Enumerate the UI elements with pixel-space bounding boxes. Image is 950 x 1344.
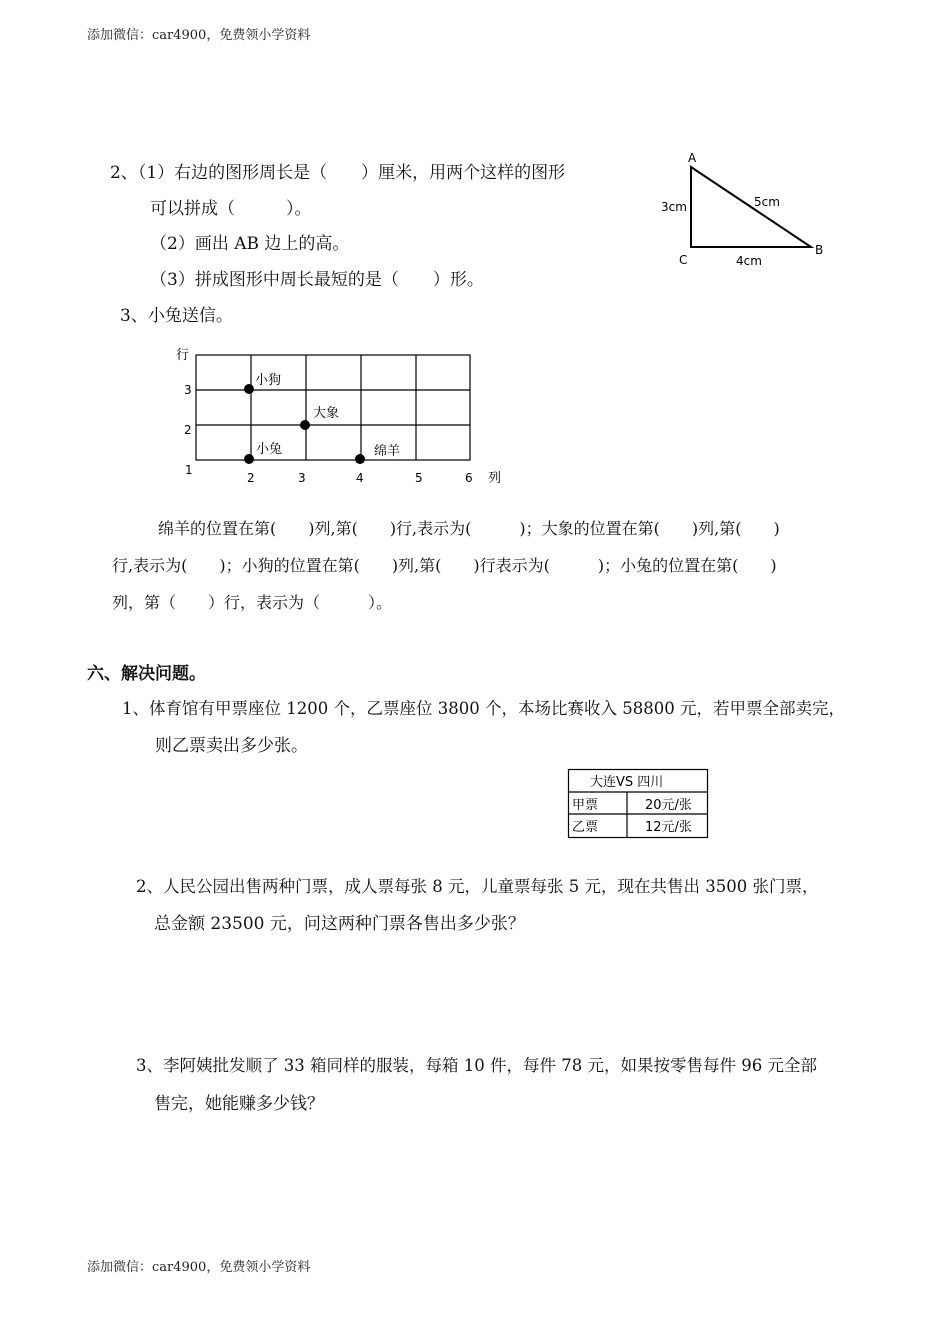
row-tick-2: 2 xyxy=(184,423,192,437)
row-axis-label: 行 xyxy=(176,348,190,363)
problem-3-line-1: 3、李阿姨批发顺了 33 箱同样的服装，每箱 10 件，每件 78 元，如果按零售每件 96 元全部 xyxy=(136,1056,817,1075)
side-cb-label: 4cm xyxy=(736,254,762,268)
position-grid xyxy=(170,340,520,490)
elephant-point xyxy=(300,420,310,430)
row-tick-3: 3 xyxy=(184,383,192,397)
right-triangle-figure xyxy=(650,145,840,275)
ticket-price-table xyxy=(567,768,712,842)
table-header: 大连VS 四川 xyxy=(590,775,664,790)
ticket-a-name: 甲票 xyxy=(572,798,599,813)
col-tick-2: 2 xyxy=(247,471,255,485)
col-axis-label: 列 xyxy=(488,471,502,486)
ticket-b-name: 乙票 xyxy=(572,820,599,835)
problem-1-line-1: 1、体育馆有甲票座位 1200 个，乙票座位 3800 个，本场比赛收入 58800 元，若甲票全部卖完， xyxy=(122,699,845,718)
side-ab-label: 5cm xyxy=(754,195,780,209)
ticket-b-price: 12元/张 xyxy=(645,820,692,835)
triangle-shape xyxy=(691,167,811,247)
q3-paragraph-line-2: 行,表示为( )；小狗的位置在第( )列,第( )行表示为( )；小兔的位置在第( ) xyxy=(112,556,777,575)
q2-line-4: （3）拼成图形中周长最短的是（ ）形。 xyxy=(150,270,484,290)
q3-paragraph-line-3: 列，第（ ）行，表示为（ ）。 xyxy=(112,593,393,612)
q3-title: 3、小兔送信。 xyxy=(120,306,233,326)
vertex-c-label: C xyxy=(679,253,688,267)
q2-line-1: 2、（1）右边的图形周长是（ ）厘米，用两个这样的图形 xyxy=(110,163,566,183)
problem-3-line-2: 售完，她能赚多少钱？ xyxy=(154,1094,324,1114)
col-tick-3: 3 xyxy=(298,471,306,485)
problem-2-line-1: 2、人民公园出售两种门票，成人票每张 8 元，儿童票每张 5 元，现在共售出 3500 张门票， xyxy=(136,877,819,896)
row-tick-1: 1 xyxy=(185,463,193,477)
page-footer: 添加微信：car4900，免费领小学资料 xyxy=(87,1260,311,1275)
dog-label: 小狗 xyxy=(255,373,282,388)
vertex-a-label: A xyxy=(688,151,697,165)
rabbit-label: 小兔 xyxy=(256,442,283,457)
dog-point xyxy=(244,384,254,394)
q3-paragraph-line-1: 绵羊的位置在第( )列,第( )行,表示为( )；大象的位置在第( )列,第( ) xyxy=(158,519,780,538)
col-tick-5: 5 xyxy=(415,471,423,485)
vertex-b-label: B xyxy=(815,243,824,257)
q2-line-2: 可以拼成（ ）。 xyxy=(150,199,312,219)
page-header: 添加微信：car4900，免费领小学资料 xyxy=(87,28,311,43)
side-ac-label: 3cm xyxy=(661,200,687,214)
col-tick-4: 4 xyxy=(356,471,364,485)
rabbit-point xyxy=(244,454,254,464)
q2-line-3: （2）画出 AB 边上的高。 xyxy=(150,234,350,254)
section-6-title: 六、解决问题。 xyxy=(87,664,206,684)
elephant-label: 大象 xyxy=(313,406,340,421)
sheep-point xyxy=(355,454,365,464)
ticket-a-price: 20元/张 xyxy=(645,798,692,813)
col-tick-6: 6 xyxy=(465,471,473,485)
problem-1-line-2: 则乙票卖出多少张。 xyxy=(155,736,308,756)
sheep-label: 绵羊 xyxy=(374,444,401,459)
problem-2-line-2: 总金额 23500 元，问这两种门票各售出多少张？ xyxy=(154,914,525,934)
